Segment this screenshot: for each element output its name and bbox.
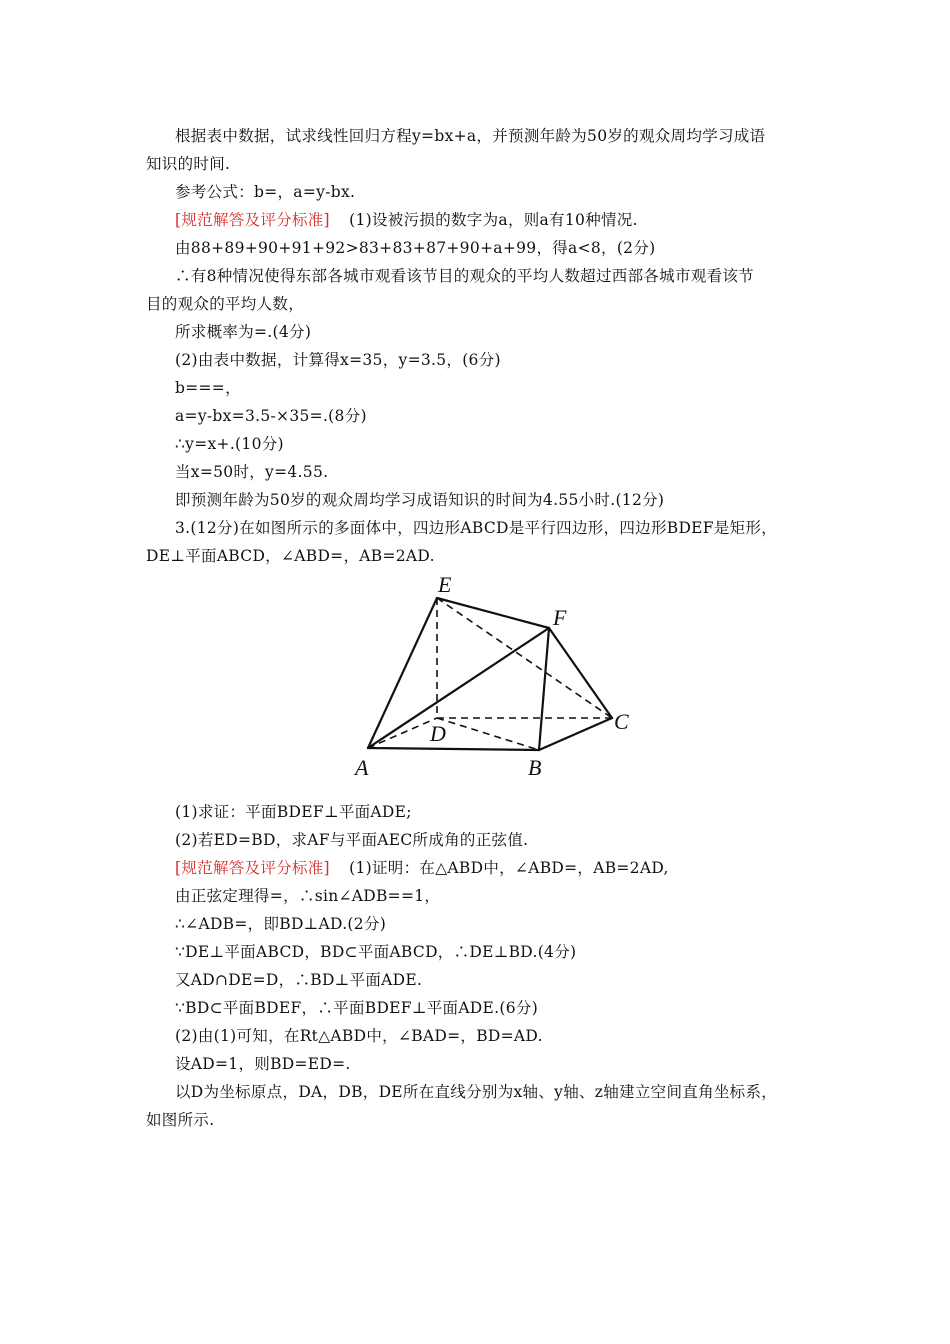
text-line: ∴有8种情况使得东部各城市观看该节目的观众的平均人数超过西部各城市观看该节: [175, 267, 754, 285]
vertex-label-f: F: [553, 605, 567, 630]
vertex-label-b: B: [528, 755, 542, 780]
text-line: 当x=50时，y=4.55.: [175, 463, 329, 481]
edge-DB: [437, 718, 539, 750]
text-line: 由正弦定理得=，∴sin∠ADB==1，: [175, 887, 441, 905]
vertex-label-e: E: [438, 572, 452, 597]
edge-FB: [539, 628, 549, 750]
edge-AD: [368, 718, 437, 748]
text-line: (1)证明：在△ABD中，∠ABD=，AB=2AD,: [349, 859, 669, 877]
question-line: (1)求证：平面BDEF⊥平面ADE;: [175, 803, 412, 821]
vertex-label-d: D: [430, 721, 446, 746]
text-line: b===，: [175, 379, 241, 397]
edge-BC: [539, 718, 612, 750]
text-line: ∴∠ADB=，即BD⊥AD.(2分): [175, 915, 387, 933]
text-line: 以D为坐标原点，DA，DB，DE所在直线分别为x轴、y轴、z轴建立空间直角坐标系，: [175, 1083, 778, 1101]
edge-EF: [437, 598, 549, 628]
text-line: (1)设被污损的数字为a，则a有10种情况.: [349, 211, 638, 229]
text-line: 如图所示.: [146, 1111, 215, 1129]
text-line: 设AD=1，则BD=ED=.: [175, 1055, 351, 1073]
text-line: 目的观众的平均人数，: [146, 295, 305, 313]
solution-tag: [规范解答及评分标准]: [175, 211, 330, 229]
text-line: ∵BD⊂平面BDEF，∴平面BDEF⊥平面ADE.(6分): [175, 999, 539, 1017]
text-line: 又AD∩DE=D，∴BD⊥平面ADE.: [175, 971, 423, 989]
solution-line: [175, 858, 669, 878]
text-line: 根据表中数据，试求线性回归方程y=bx+a，并预测年龄为50岁的观众周均学习成语: [175, 127, 766, 145]
text-line: (2)由表中数据，计算得x=35，y=3.5，(6分): [175, 351, 501, 369]
vertex-label-a: A: [355, 755, 369, 780]
vertex-label-c: C: [614, 709, 629, 734]
text-line: a=y-bx=3.5-×35=.(8分): [175, 407, 367, 425]
text-line: DE⊥平面ABCD，∠ABD=，AB=2AD.: [146, 547, 435, 565]
text-line: ∵DE⊥平面ABCD，BD⊂平面ABCD，∴DE⊥BD.(4分): [175, 943, 577, 961]
text-line: (2)由(1)可知，在Rt△ABD中，∠BAD=，BD=AD.: [175, 1027, 543, 1045]
text-line: 即预测年龄为50岁的观众周均学习成语知识的时间为4.55小时.(12分): [175, 491, 665, 509]
text-line: 知识的时间.: [146, 155, 231, 173]
text-line: 由88+89+90+91+92>83+83+87+90+a+99，得a<8，(2分): [175, 239, 656, 257]
solution-tag: [规范解答及评分标准]: [175, 859, 330, 877]
question-line: (2)若ED=BD，求AF与平面AEC所成角的正弦值.: [175, 831, 529, 849]
edge-EC: [437, 598, 612, 718]
text-line: 参考公式：b=，a=y-bx.: [175, 183, 356, 201]
text-line: 所求概率为=.(4分): [175, 323, 312, 341]
problem-3-line: 3.(12分)在如图所示的多面体中，四边形ABCD是平行四边形，四边形BDEF是矩形，: [175, 519, 778, 537]
edge-FC: [549, 628, 612, 718]
text-line: ∴y=x+.(10分): [175, 435, 284, 453]
polyhedron-figure: [340, 568, 640, 783]
edge-AB: [368, 748, 539, 750]
solution-line: [175, 210, 638, 230]
